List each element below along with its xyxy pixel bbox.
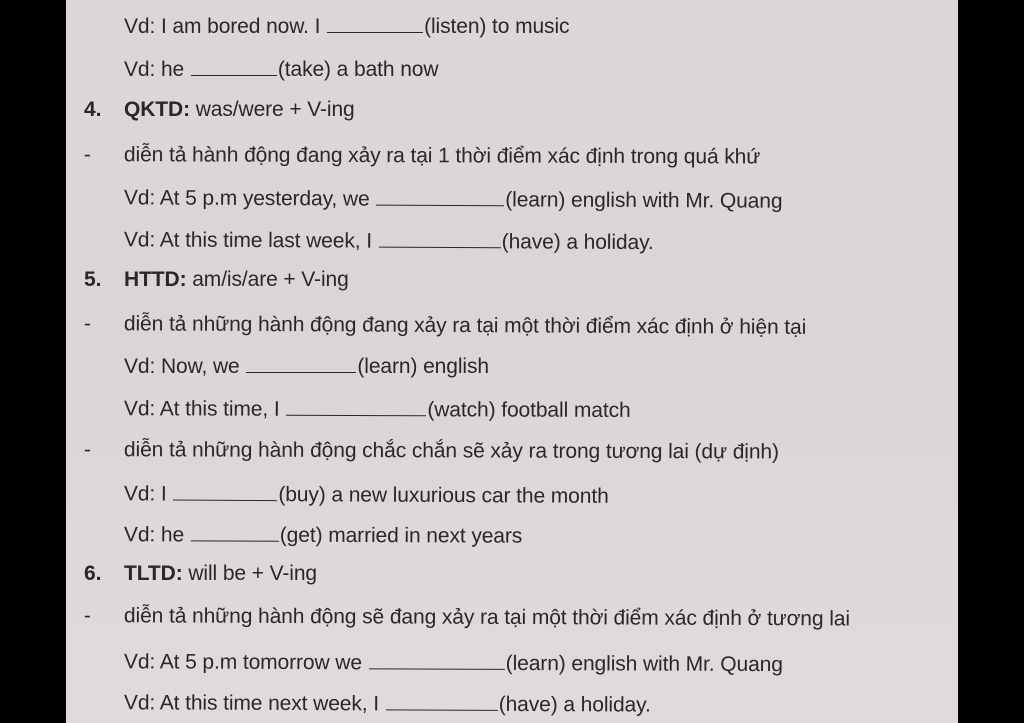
tense-structure: was/were + V-ing <box>190 98 355 121</box>
section-number: 6. <box>84 562 102 585</box>
usage-description <box>66 143 958 169</box>
example-text <box>124 690 651 717</box>
usage-text: diễn tả những hành động chắc chắn sẽ xảy ra trong tương lai (dự định) <box>123 438 779 464</box>
example-sentence <box>66 396 958 422</box>
example-suffix: (learn) english with Mr. Quang <box>505 188 783 213</box>
bullet-dash: - <box>83 438 91 462</box>
example-suffix: (take) a bath now <box>277 58 439 81</box>
tense-name: TLTD: <box>124 562 183 585</box>
fill-blank <box>386 691 498 710</box>
section-formula <box>124 98 355 122</box>
example-text <box>124 57 438 82</box>
example-prefix: Vd: At this time, I <box>123 397 286 421</box>
tense-name: QKTD: <box>124 98 190 121</box>
fill-blank <box>379 229 501 249</box>
example-sentence <box>66 481 958 508</box>
usage-description <box>66 438 958 464</box>
fill-blank <box>369 650 505 670</box>
section-formula <box>124 562 317 586</box>
usage-text: diễn tả những hành động sẽ đang xảy ra tại một thời điểm xác định ở tương lai <box>123 604 850 631</box>
example-text <box>124 396 631 423</box>
example-prefix: Vd: At this time next week, I <box>123 691 385 716</box>
section-number: 5. <box>84 268 102 291</box>
section-number: 4. <box>84 98 102 121</box>
fill-blank <box>191 57 277 76</box>
fill-blank <box>327 14 423 33</box>
example-sentence <box>66 649 958 677</box>
usage-description <box>66 604 958 631</box>
example-text <box>124 481 609 509</box>
bullet-dash: - <box>83 312 91 336</box>
fill-blank <box>173 482 277 502</box>
bullet-dash: - <box>83 604 91 628</box>
example-prefix: Vd: I <box>123 482 173 506</box>
example-prefix: Vd: Now, we <box>124 355 246 378</box>
example-suffix: (learn) english <box>357 355 489 378</box>
fill-blank <box>286 397 426 416</box>
example-text <box>124 354 489 379</box>
section-formula <box>124 268 349 292</box>
example-suffix: (get) married in next years <box>279 523 523 548</box>
example-prefix: Vd: At 5 p.m tomorrow we <box>123 650 368 675</box>
bullet-dash: - <box>83 143 91 167</box>
tense-name: HTTD: <box>124 268 187 291</box>
fill-blank <box>191 522 279 541</box>
usage-text: diễn tả những hành động đang xảy ra tại một thời điểm xác định ở hiện tại <box>123 312 807 339</box>
example-text <box>124 185 783 213</box>
usage-text: diễn tả hành động đang xảy ra tại 1 thời điểm xác định trong quá khứ <box>123 143 761 169</box>
example-sentence <box>66 185 958 213</box>
example-sentence <box>66 227 958 255</box>
worksheet-page <box>66 0 958 723</box>
tense-structure: will be + V-ing <box>182 562 317 585</box>
example-suffix: (buy) a new luxurious car the month <box>278 483 609 508</box>
tense-structure: am/is/are + V-ing <box>186 268 349 291</box>
example-prefix: Vd: At 5 p.m yesterday, we <box>123 186 376 211</box>
example-prefix: Vd: I am bored now. I <box>124 15 327 38</box>
example-prefix: Vd: he <box>124 58 190 81</box>
example-suffix: (learn) english with Mr. Quang <box>505 651 783 677</box>
example-suffix: (have) a holiday. <box>501 230 654 255</box>
example-text <box>124 649 783 677</box>
example-suffix: (watch) football match <box>427 398 631 422</box>
example-text <box>124 522 522 548</box>
example-sentence <box>66 690 958 717</box>
example-text <box>124 14 569 39</box>
example-prefix: Vd: At this time last week, I <box>123 228 378 253</box>
example-suffix: (have) a holiday. <box>498 692 651 717</box>
example-prefix: Vd: he <box>123 523 190 547</box>
fill-blank <box>246 354 356 373</box>
example-sentence <box>66 522 958 548</box>
fill-blank <box>376 187 504 207</box>
example-suffix: (listen) to music <box>424 15 570 38</box>
usage-description <box>66 312 958 339</box>
example-text <box>124 227 654 255</box>
